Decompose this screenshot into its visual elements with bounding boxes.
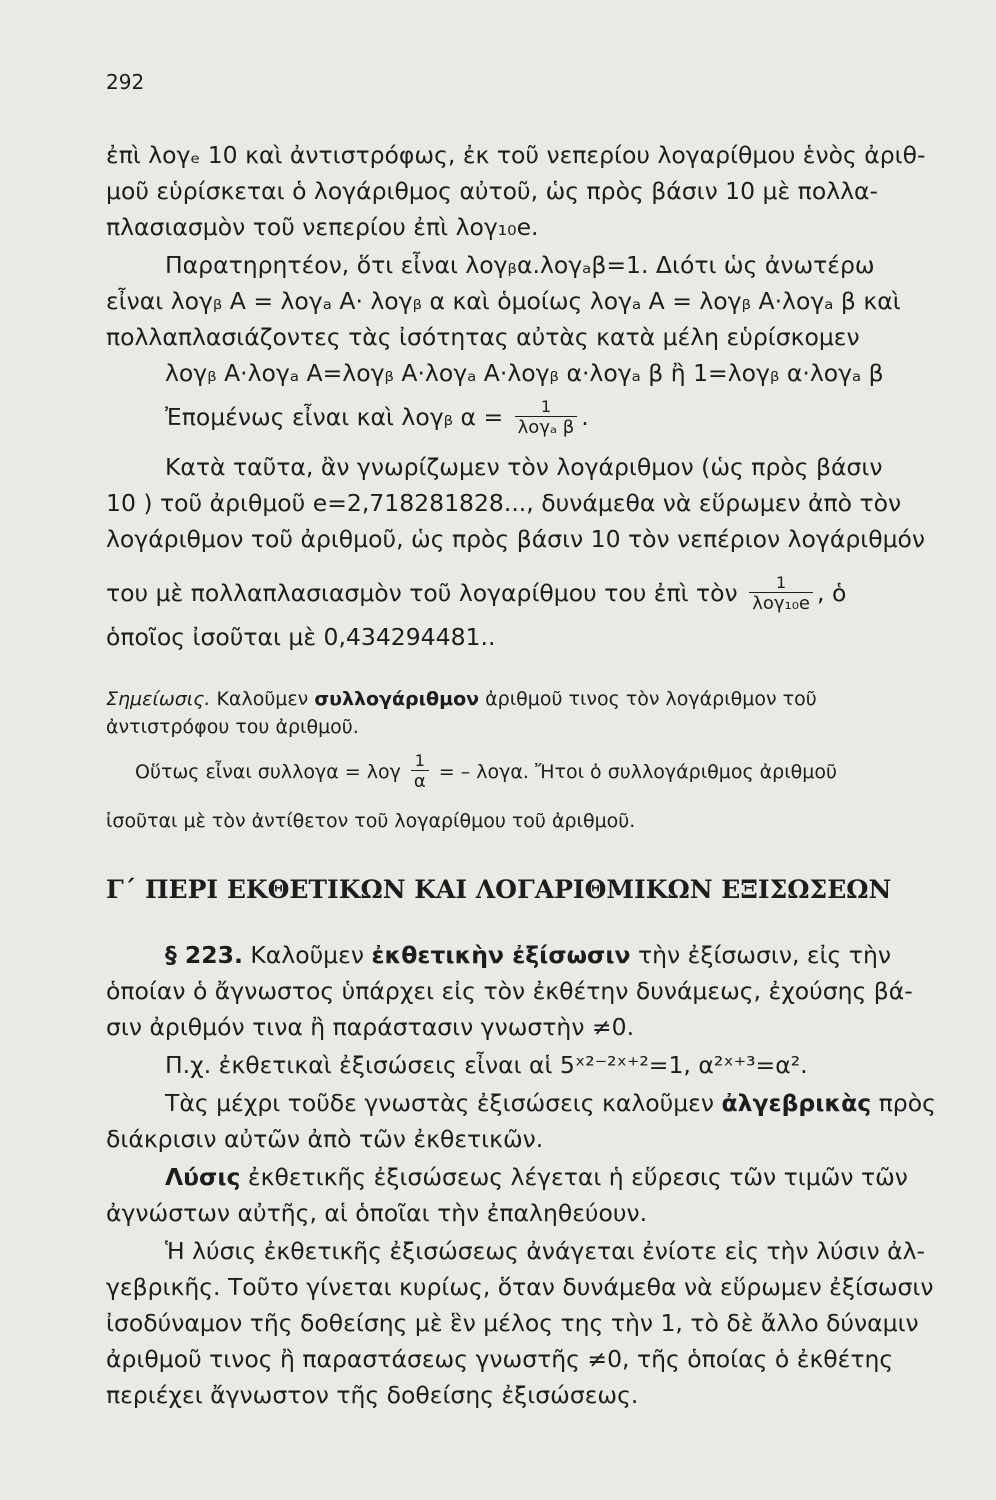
text: Καλοῦμεν xyxy=(242,941,372,969)
equation-text: του μὲ πολλαπλασιασμὸν τοῦ λογαρίθμου του ἐπὶ τὸν xyxy=(106,579,738,607)
text-line: ἀγνώστων αὐτῆς, αἱ ὁποῖαι τὴν ἐπαληθεύουν. xyxy=(106,1199,648,1227)
note-line xyxy=(106,684,817,714)
example-line: Π.χ. ἐκθετικαὶ ἐξισώσεις εἶναι αἱ 5ˣ²⁻²ˣ⁺²=1, α²ˣ⁺³=α². xyxy=(165,1051,808,1079)
text: τὴν ἐξίσωσιν, εἰς τὴν xyxy=(630,941,891,969)
fraction-numerator: 1 xyxy=(540,397,552,416)
section-heading: Γ΄ ΠΕΡΙ ΕΚΘΕΤΙΚΩΝ ΚΑΙ ΛΟΓΑΡΙΘΜΙΚΩΝ ΕΞΙΣΩΣΕΩΝ xyxy=(106,875,892,904)
equation-text: Οὕτως εἶναι συλλογα = λογ xyxy=(135,761,401,783)
note-equation xyxy=(135,752,837,793)
fraction xyxy=(411,752,429,793)
fraction-denominator: λογ₁₀e xyxy=(749,592,813,615)
note-line: ἀντιστρόφου του ἀριθμοῦ. xyxy=(106,716,359,738)
defined-term: Λύσις xyxy=(165,1163,241,1191)
fraction-numerator: 1 xyxy=(414,751,425,770)
note-text: ἀριθμοῦ τινος τὸν λογάριθμον τοῦ xyxy=(479,688,817,710)
section-number: § 223. xyxy=(165,941,243,969)
text-line: ἰσοδύναμον τῆς δοθείσης μὲ ἓν μέλος της τὴν 1, τὸ δὲ ἄλλο δύναμιν xyxy=(106,1309,919,1337)
text-line xyxy=(165,1088,936,1118)
note-label: Σημείωσις. xyxy=(106,688,211,710)
text-line: σιν ἀριθμόν τινα ἢ παράστασιν γνωστὴν ≠0. xyxy=(106,1013,635,1041)
text-line: Ἡ λύσις ἐκθετικῆς ἐξισώσεως ἀνάγεται ἐνίοτε εἰς τὴν λύσιν ἀλ- xyxy=(165,1237,925,1265)
text-line: Κατὰ ταῦτα, ἂν γνωρίζωμεν τὸν λογάριθμον (ὡς πρὸς βάσιν xyxy=(165,453,883,481)
text-line: γεβρικῆς. Τοῦτο γίνεται κυρίως, ὅταν δυνάμεθα νὰ εὕρωμεν ἐξίσωσιν xyxy=(106,1273,934,1301)
defined-term: ἐκθετικὴν ἐξίσωσιν xyxy=(371,941,631,969)
text-line xyxy=(165,1162,908,1192)
fraction-denominator: λογₐ β xyxy=(515,416,578,439)
note-text: Καλοῦμεν xyxy=(210,688,315,710)
text-line xyxy=(165,940,891,970)
equation-end: . xyxy=(581,403,589,431)
page-number: 292 xyxy=(106,70,145,94)
defined-term: ἀλγεβρικὰς xyxy=(721,1089,872,1117)
text-line: 10 ) τοῦ ἀριθμοῦ e=2,718281828..., δυνάμεθα νὰ εὕρωμεν ἀπὸ τὸν xyxy=(106,489,902,517)
text-line: Παρατηρητέον, ὅτι εἶναι λογᵦα.λογₐβ=1. Διότι ὡς ἀνωτέρω xyxy=(165,251,875,279)
text-line: πλασιασμὸν τοῦ νεπερίου ἐπὶ λογ₁₀e. xyxy=(106,213,539,241)
text-line: εἶναι λογᵦ A = λογₐ A· λογᵦ α καὶ ὁμοίως λογₐ A = λογᵦ A·λογₐ β καὶ xyxy=(106,287,901,315)
equation-line xyxy=(106,574,846,615)
text-line: μοῦ εὑρίσκεται ὁ λογάριθμος αὐτοῦ, ὡς πρὸς βάσιν 10 μὲ πολλα- xyxy=(106,177,878,205)
text-line: ὁποίαν ὁ ἄγνωστος ὑπάρχει εἰς τὸν ἐκθέτην δυνάμεως, ἐχούσης βά- xyxy=(106,977,913,1005)
equation-text: Ἐπομένως εἶναι καὶ λογᵦ α = xyxy=(165,403,504,431)
text-line: λογάριθμον τοῦ ἀριθμοῦ, ὡς πρὸς βάσιν 10 τὸν νεπέριον λογάριθμόν xyxy=(106,525,926,553)
equation-text: = – λογα. Ἤτοι ὁ συλλογάριθμος ἀριθμοῦ xyxy=(438,761,837,783)
text-line: λογᵦ A·λογₐ A=λογᵦ A·λογₐ A·λογᵦ α·λογₐ β ἢ 1=λογᵦ α·λογₐ β xyxy=(165,359,884,387)
text-line: ὁποῖος ἰσοῦται μὲ 0,434294481.. xyxy=(106,623,496,651)
text-line: πολλαπλασιάζοντες τὰς ἰσότητας αὐτὰς κατὰ μέλη εὑρίσκομεν xyxy=(106,323,860,351)
note-line: ἰσοῦται μὲ τὸν ἀντίθετον τοῦ λογαρίθμου τοῦ ἀριθμοῦ. xyxy=(106,810,636,832)
text-line: περιέχει ἄγνωστον τῆς δοθείσης ἐξισώσεως. xyxy=(106,1381,639,1409)
text: πρὸς xyxy=(871,1089,936,1117)
equation-end: , ὁ xyxy=(817,579,847,607)
text: ἐκθετικῆς ἐξισώσεως λέγεται ἡ εὕρεσις τῶν τιμῶν τῶν xyxy=(240,1163,908,1191)
note-term: συλλογάριθμον xyxy=(314,688,480,710)
equation-line xyxy=(165,398,589,439)
text-line: ἀριθμοῦ τινος ἢ παραστάσεως γνωστῆς ≠0, τῆς ὁποίας ὁ ἐκθέτης xyxy=(106,1345,894,1373)
text: Τὰς μέχρι τοῦδε γνωστὰς ἐξισώσεις καλοῦμεν xyxy=(165,1089,722,1117)
fraction-numerator: 1 xyxy=(776,573,787,592)
text-line: ἐπὶ λογₑ 10 καὶ ἀντιστρόφως, ἐκ τοῦ νεπερίου λογαρίθμου ἑνὸς ἀριθ- xyxy=(106,141,926,169)
fraction xyxy=(749,574,813,615)
fraction-denominator: α xyxy=(411,770,429,793)
text-line: διάκρισιν αὐτῶν ἀπὸ τῶν ἐκθετικῶν. xyxy=(106,1125,544,1153)
fraction xyxy=(515,398,578,439)
